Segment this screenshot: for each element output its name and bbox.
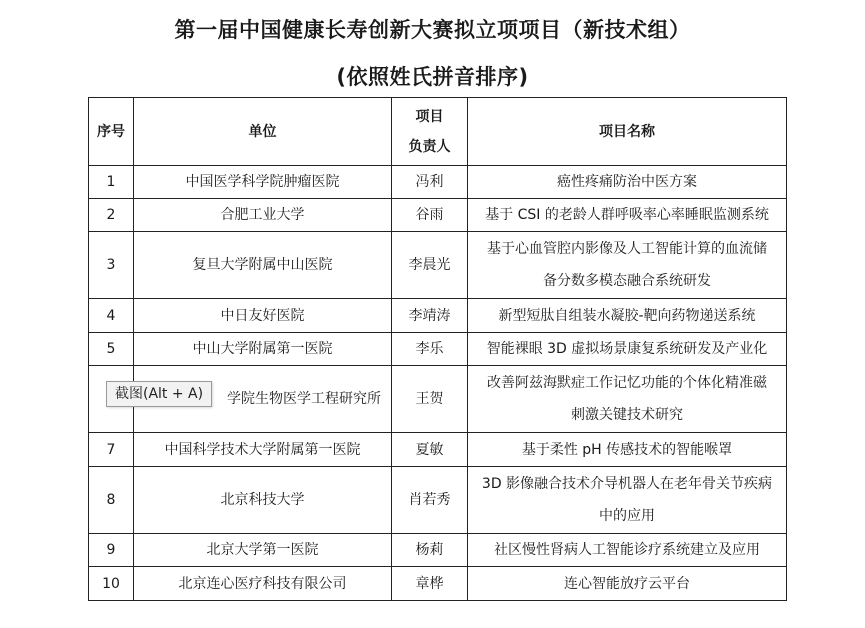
- table-row: [89, 467, 787, 534]
- row-project: [468, 299, 787, 333]
- row-index: 1: [89, 166, 134, 199]
- header-leader-line1: 项目: [415, 108, 444, 125]
- row-project: [468, 199, 787, 232]
- row-index: 7: [89, 433, 134, 467]
- row-unit: 复旦大学附属中山医院: [134, 232, 392, 299]
- row-leader: 章桦: [392, 567, 468, 601]
- table-row: [89, 534, 787, 567]
- screenshot-tooltip: 截图(Alt + A): [106, 381, 212, 407]
- row-project: [468, 333, 787, 366]
- row-leader: 李靖涛: [392, 299, 468, 333]
- row-index: 2: [89, 199, 134, 232]
- row-project-line: 基于心血管腔内影像及人工智能计算的血流储: [487, 241, 767, 257]
- row-project: [468, 366, 787, 433]
- row-project-line: 基于柔性 pH 传感技术的智能喉罩: [521, 441, 733, 458]
- row-index: 4: [89, 299, 134, 333]
- table-row: [89, 199, 787, 232]
- row-project-line: 智能裸眼 3D 虚拟场景康复系统研发及产业化: [486, 341, 768, 357]
- header-project: 项目名称: [468, 98, 787, 166]
- row-project-line: 改善阿兹海默症工作记忆功能的个体化精准磁: [487, 375, 767, 391]
- project-table: [88, 97, 787, 601]
- row-leader: 肖若秀: [392, 467, 468, 534]
- row-project-line: 备分数多模态融合系统研发: [543, 273, 711, 289]
- row-unit: 中山大学附属第一医院: [134, 333, 392, 366]
- row-project: [468, 534, 787, 567]
- header-unit: 单位: [134, 98, 392, 166]
- document-subtitle: (依照姓氏拼音排序): [336, 65, 529, 89]
- row-leader: 夏敏: [392, 433, 468, 467]
- row-leader: 谷雨: [392, 199, 468, 232]
- table-row: [89, 567, 787, 601]
- row-project: [468, 166, 787, 199]
- row-index: 9: [89, 534, 134, 567]
- row-leader: 李乐: [392, 333, 468, 366]
- header-leader-line2: 负责人: [408, 138, 451, 155]
- table-header-row: [89, 98, 787, 166]
- row-leader: 李晨光: [392, 232, 468, 299]
- row-leader: 杨莉: [392, 534, 468, 567]
- row-index: 8: [89, 467, 134, 534]
- row-unit: 北京连心医疗科技有限公司: [134, 567, 392, 601]
- row-project-line: 癌性疼痛防治中医方案: [557, 174, 697, 190]
- row-index: 3: [89, 232, 134, 299]
- row-project-line: 刺激关键技术研究: [571, 407, 683, 423]
- header-leader: [392, 98, 468, 166]
- document-title: 第一届中国健康长寿创新大赛拟立项项目（新技术组）: [174, 18, 691, 42]
- row-index: 10: [89, 567, 134, 601]
- row-project: [468, 433, 787, 467]
- row-unit: 中国医学科学院肿瘤医院: [134, 166, 392, 199]
- row-unit: 北京大学第一医院: [134, 534, 392, 567]
- row-project: [468, 467, 787, 534]
- row-unit: 北京科技大学: [134, 467, 392, 534]
- row-project-line: 社区慢性肾病人工智能诊疗系统建立及应用: [494, 542, 760, 558]
- row-project-line: 新型短肽自组装水凝胶-靶向药物递送系统: [498, 307, 756, 324]
- row-unit: 中国科学技术大学附属第一医院: [134, 433, 392, 467]
- row-project-line: 中的应用: [599, 508, 655, 524]
- row-index: 5: [89, 333, 134, 366]
- row-unit: 中日友好医院: [134, 299, 392, 333]
- table-row: [89, 299, 787, 333]
- header-index: 序号: [89, 98, 134, 166]
- table-row: [89, 232, 787, 299]
- row-project: [468, 567, 787, 601]
- row-leader: 王贺: [392, 366, 468, 433]
- table-row: [89, 433, 787, 467]
- table-row: [89, 166, 787, 199]
- row-unit: 合肥工业大学: [134, 199, 392, 232]
- table-row: [89, 333, 787, 366]
- row-project-line: 3D 影像融合技术介导机器人在老年骨关节疾病: [481, 476, 773, 492]
- row-project-line: 基于 CSI 的老龄人群呼吸率心率睡眠监测系统: [485, 207, 769, 223]
- row-project-line: 连心智能放疗云平台: [564, 575, 690, 592]
- row-leader: 冯利: [392, 166, 468, 199]
- row-unit: 学院生物医学工程研究所: [134, 366, 392, 433]
- row-project: [468, 232, 787, 299]
